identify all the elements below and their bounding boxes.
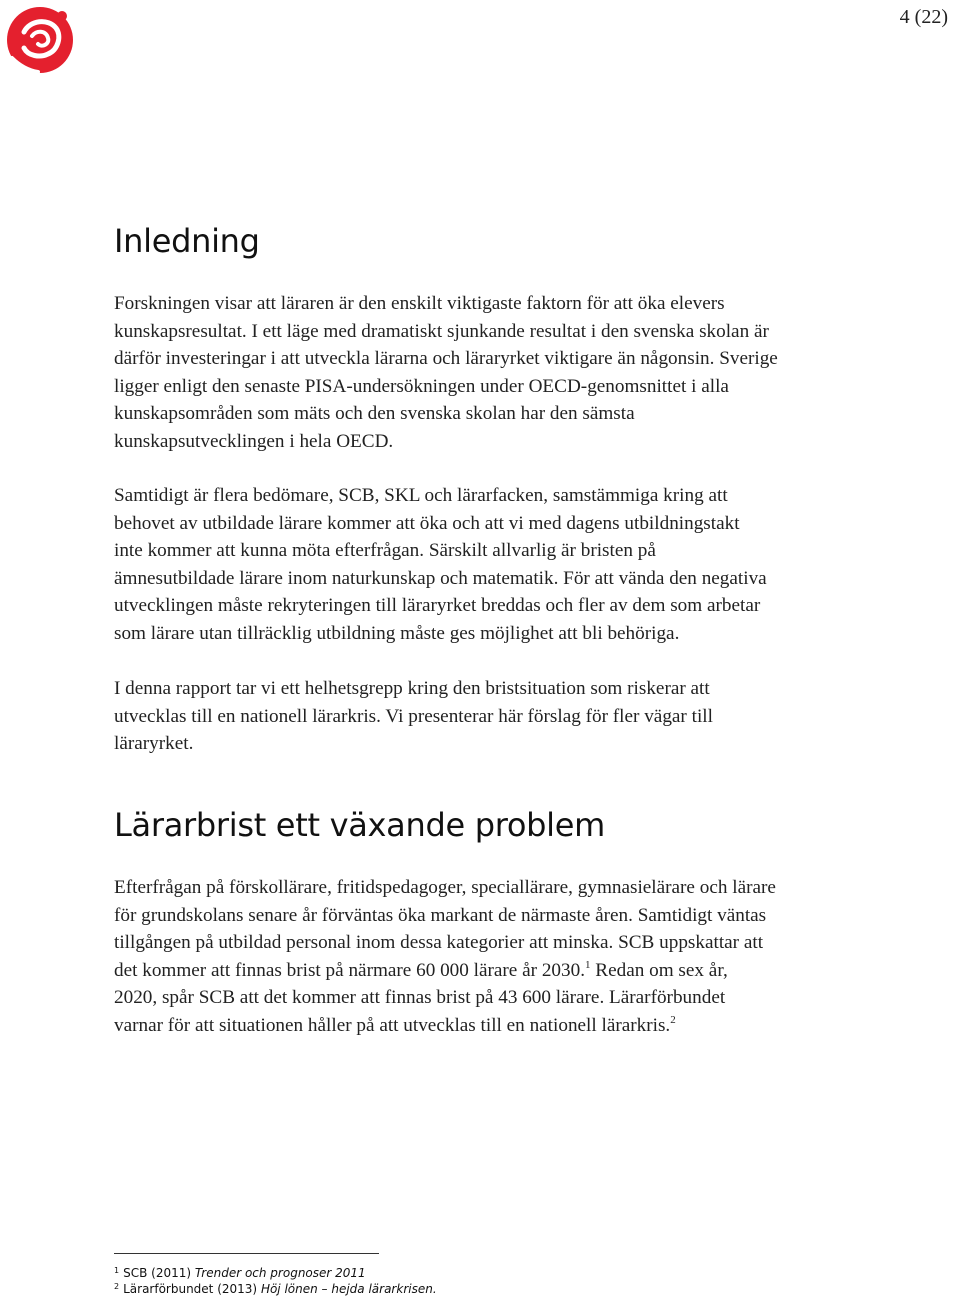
footnote-divider <box>114 1253 379 1254</box>
footnote-number: 1 <box>114 1266 120 1275</box>
party-rose-logo <box>2 2 78 78</box>
text-line: ligger enligt den senaste PISA-undersökningen under OECD-genomsnittet i alla <box>114 375 729 397</box>
footnote-ref-1: 1 <box>585 958 591 971</box>
text-line: Samtidigt är flera bedömare, SCB, SKL och lärarfacken, samstämmiga kring att <box>114 485 728 506</box>
text-line: Efterfrågan på förskollärare, fritidspedagoger, speciallärare, gymnasielärare och lärare <box>114 877 776 898</box>
text-line: utvecklas till en nationell lärarkris. Vi presenterar här förslag för fler vägar till <box>114 705 713 727</box>
paragraph <box>114 874 844 1039</box>
paragraph <box>114 482 844 647</box>
text-line: kunskapsresultat. I ett läge med dramatiskt sjunkande resultat i den svenska skolan är <box>114 320 769 342</box>
paragraph <box>114 675 844 758</box>
section-title-lararbrist: Lärarbrist ett växande problem <box>114 806 606 844</box>
footnote-2 <box>114 1282 437 1296</box>
footnote-1 <box>114 1266 366 1280</box>
text-line: behovet av utbildade lärare kommer att öka och att vi med dagens utbildningstakt <box>114 512 740 534</box>
text-line: kunskapsutvecklingen i hela OECD. <box>114 430 394 452</box>
section-title-inledning: Inledning <box>114 222 260 260</box>
text-fragment: Redan om sex år, <box>590 959 728 981</box>
text-line: I denna rapport tar vi ett helhetsgrepp kring den bristsituation som riskerar att <box>114 678 710 699</box>
text-fragment: varnar för att situationen håller på att utvecklas till en nationell lärarkris. <box>114 1014 671 1036</box>
paragraph <box>114 290 844 455</box>
red-rose-logo-icon <box>2 2 78 78</box>
footnote-title: Trender och prognoser 2011 <box>194 1266 366 1280</box>
footnote-title: Höj lönen – hejda lärarkrisen. <box>260 1282 437 1296</box>
text-line: för grundskolans senare år förväntas öka markant de närmaste åren. Samtidigt väntas <box>114 904 767 926</box>
text-line: läraryrket. <box>114 733 194 754</box>
text-line: kunskapsområden som mäts och den svenska skolan har den sämsta <box>114 403 635 424</box>
text-line: Forskningen visar att läraren är den enskilt viktigaste faktorn för att öka elevers <box>114 293 725 314</box>
footnote-source: SCB (2011) <box>123 1266 192 1280</box>
text-fragment: det kommer att finnas brist på närmare 60 000 lärare år 2030. <box>114 959 585 981</box>
footnote-source: Lärarförbundet (2013) <box>123 1282 258 1296</box>
text-line <box>114 957 844 985</box>
text-line: 2020, spår SCB att det kommer att finnas brist på 43 600 lärare. Lärarförbundet <box>114 987 726 1008</box>
text-line: tillgången på utbildad personal inom dessa kategorier att minska. SCB uppskattar att <box>114 932 764 953</box>
text-line: därför investeringar i att utveckla lärarna och läraryrket viktigare än någonsin. Sverige <box>114 348 778 369</box>
footnote-ref-2: 2 <box>670 1013 676 1026</box>
page-number: 4 (22) <box>899 6 948 28</box>
text-line <box>114 1012 844 1040</box>
text-line: inte kommer att kunna möta efterfrågan. Särskilt allvarlig är bristen på <box>114 540 656 561</box>
text-line: som lärare utan tillräcklig utbildning måste ges möjlighet att bli behöriga. <box>114 622 680 644</box>
footnote-number: 2 <box>114 1282 120 1291</box>
text-line: utvecklingen måste rekryteringen till läraryrket breddas och fler av dem som arbetar <box>114 595 761 616</box>
text-line: ämnesutbildade lärare inom naturkunskap och matematik. För att vända den negativa <box>114 567 767 589</box>
